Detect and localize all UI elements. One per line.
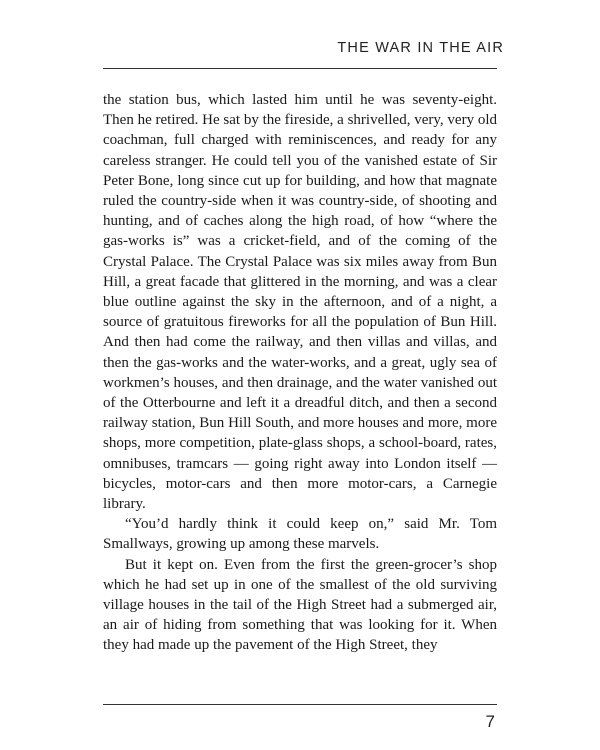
paragraph: But it kept on. Even from the first the green-grocer’s shop which he had set up in one of the smallest of the old surviving village houses in the tail of the High Street had a submerged air, an air of hiding from something that was looking for it. When they had made up the pavement of the High Street, they bbox=[103, 556, 497, 654]
footer-rule bbox=[103, 704, 497, 705]
page-number: 7 bbox=[485, 712, 495, 731]
body-text bbox=[103, 90, 497, 656]
running-head: THE WAR IN THE AIR bbox=[337, 40, 504, 56]
header-rule bbox=[103, 68, 497, 69]
paragraph: “You’d hardly think it could keep on,” said Mr. Tom Smallways, growing up among these marvels. bbox=[103, 516, 497, 553]
paragraph: the station bus, which lasted him until he was seventy-eight. Then he retired. He sat by the fireside, a shrivelled, very, very old coachman, full charged with reminiscences, and ready for any careless stranger. He could tell you of the vanished estate of Sir Peter Bone, long since cut up for building, and how that magnate ruled the country-side when it was country-side, of shooting and hunting, and of caches along the high road, of how “where the gas-works is” was a cricket-field, and of the coming of the Crystal Palace. The Crystal Palace was six miles away from Bun Hill, a great facade that glittered in the morning, and was a clear blue outline against the sky in the afternoon, and of a night, a source of gratuitous fireworks for all the population of Bun Hill. And then had come the railway, and then villas and villas, and then the gas-works and the water-works, and a great, ugly sea of workmen’s houses, and then drainage, and the water vanished out of the Otterbourne and left it a dreadful ditch, and then a second railway station, Bun Hill South, and more houses and more, more shops, more competition, plate-glass shops, a school-board, rates, omnibuses, tramcars — going right away into London itself — bicycles, motor-cars and then more motor-cars, a Carnegie library. bbox=[103, 92, 497, 513]
